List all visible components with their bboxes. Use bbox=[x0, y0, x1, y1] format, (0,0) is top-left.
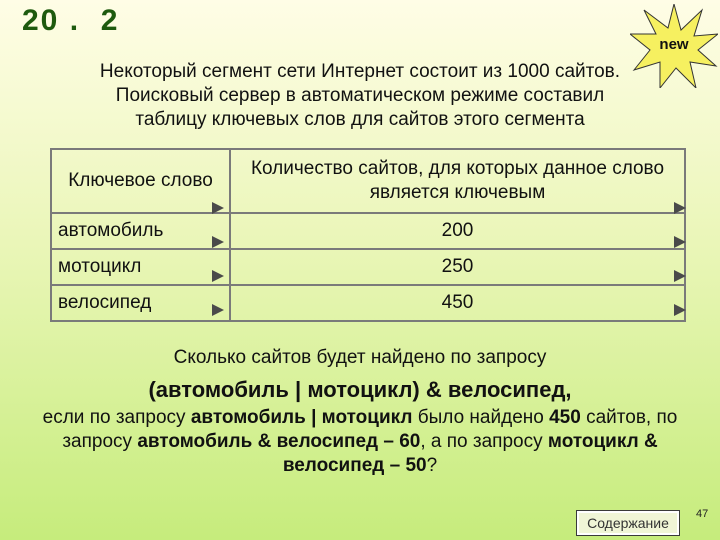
query-text: (автомобиль | мотоцикл) & велосипед bbox=[148, 377, 566, 402]
table-row bbox=[51, 285, 685, 321]
keyword-cell: велосипед bbox=[51, 285, 230, 321]
question-text bbox=[10, 346, 710, 478]
column-header-count: Количество сайтов, для которых данное слово является ключевым bbox=[230, 149, 685, 213]
count-cell: 450 bbox=[230, 285, 685, 321]
condition-query: мотоцикл & велосипед – 50 bbox=[282, 431, 658, 476]
condition-text: , а по запросу bbox=[420, 431, 548, 452]
table-header-row bbox=[51, 149, 685, 213]
count-cell: 250 bbox=[230, 249, 685, 285]
condition-query: автомобиль | мотоцикл bbox=[190, 407, 413, 428]
slide-number: 20 . 2 bbox=[22, 4, 120, 37]
query-comma: , bbox=[565, 377, 572, 402]
intro-line: Некоторый сегмент сети Интернет состоит из 1000 сайтов. bbox=[99, 61, 621, 82]
table-row bbox=[51, 249, 685, 285]
query-expression bbox=[10, 376, 710, 404]
condition-text: если по запросу bbox=[42, 407, 191, 428]
condition-text: было найдено bbox=[412, 407, 550, 428]
keyword-table bbox=[50, 148, 686, 322]
column-header-keyword: Ключевое слово bbox=[51, 149, 230, 213]
keyword-cell: автомобиль bbox=[51, 213, 230, 249]
question-line: Сколько сайтов будет найдено по запросу bbox=[173, 347, 547, 368]
intro-line: Поисковый сервер в автоматическом режиме составил bbox=[115, 85, 605, 106]
condition-value: 450 bbox=[549, 407, 581, 428]
condition-text: ? bbox=[426, 455, 438, 476]
keyword-cell: мотоцикл bbox=[51, 249, 230, 285]
count-cell: 200 bbox=[230, 213, 685, 249]
condition-query: автомобиль & велосипед – 60 bbox=[137, 431, 421, 452]
contents-button[interactable]: Содержание bbox=[576, 510, 680, 536]
new-badge-label: new bbox=[659, 36, 689, 53]
page-number: 47 bbox=[696, 508, 709, 520]
condition-text: сайтов, по запросу bbox=[62, 407, 678, 452]
intro-line: таблицу ключевых слов для сайтов этого сегмента bbox=[135, 109, 585, 130]
table-row bbox=[51, 213, 685, 249]
question-conditions bbox=[10, 406, 710, 478]
intro-text bbox=[10, 60, 710, 132]
